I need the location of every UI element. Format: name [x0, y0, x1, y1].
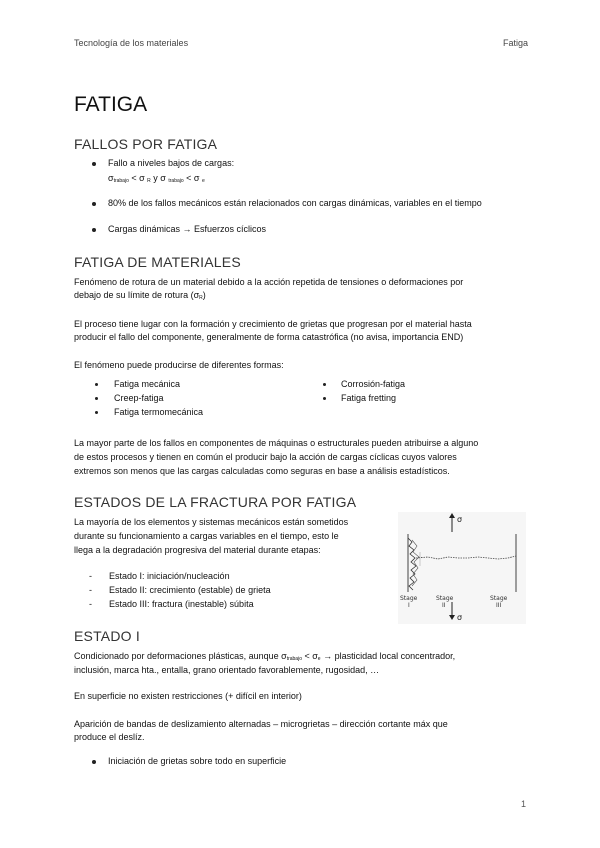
fatigue-stages-diagram — [398, 512, 526, 624]
paragraph-fenomeno-line1: Fenómeno de rotura de un material debido a la acción repetida de tensiones o deformaciones por — [74, 277, 464, 287]
bullet-iniciacion-grietas: Iniciación de grietas sobre todo en superficie — [108, 756, 287, 766]
bullet-fallo-cargas: Fallo a niveles bajos de cargas: — [108, 158, 235, 168]
paragraph-mayor-parte-line1: La mayor parte de los fallos en componentes de máquinas o estructurales pueden atribuirse a alguno — [74, 438, 479, 448]
paragraph-aparicion-line2: produce el deslíz. — [74, 732, 145, 742]
bullet-dot — [92, 760, 96, 764]
page-title: FATIGA — [74, 93, 148, 116]
paragraph-estados-line3: llega a la degradación progresiva del material durante etapas: — [74, 545, 321, 555]
paragraph-estados-line1: La mayoría de los elementos y sistemas mecánicos están sometidos — [74, 517, 349, 527]
bullet-80-percent: 80% de los fallos mecánicos están relacionados con cargas dinámicas, variables en el tiempo — [108, 198, 482, 208]
paragraph-formas: El fenómeno puede producirse de diferentes formas: — [74, 360, 284, 370]
paragraph-superficie: En superficie no existen restricciones (+ difícil en interior) — [74, 691, 302, 701]
paragraph-mayor-parte-line3: extremos son menos que las cargas calculadas como seguras en base a análisis estadísticos. — [74, 466, 450, 476]
paragraph-aparicion-line1: Aparición de bandas de deslizamiento alternadas – microgrietas – dirección cortante máx que — [74, 719, 448, 729]
form-fatiga-fretting: Fatiga fretting — [341, 393, 397, 403]
stage-dash: - — [89, 585, 92, 595]
sigma-bottom-label: σ — [457, 613, 463, 622]
stage2-label: Stage — [436, 595, 454, 602]
bullet-dot — [92, 202, 96, 206]
heading-estados-fractura: ESTADOS DE LA FRACTURA POR FATIGA — [74, 494, 357, 510]
stage1-numeral: I — [408, 602, 410, 609]
paragraph-proceso-line1: El proceso tiene lugar con la formación y crecimiento de grietas que progresan por el material hasta — [74, 319, 472, 329]
paragraph-estados-line2: durante su funcionamiento a cargas variables en el tiempo, esto le — [74, 531, 339, 541]
header-left: Tecnología de los materiales — [74, 38, 189, 48]
bullet-dot — [92, 162, 96, 166]
stage-dash: - — [89, 599, 92, 609]
fatigue-stages-figure — [398, 512, 526, 624]
heading-fallos-por-fatiga: FALLOS POR FATIGA — [74, 136, 218, 152]
form-creep-fatiga: Creep-fatiga — [114, 393, 164, 403]
heading-fatiga-de-materiales: FATIGA DE MATERIALES — [74, 254, 241, 270]
stage-item-2: Estado II: crecimiento (estable) de grieta — [109, 585, 271, 595]
stage2-numeral: II — [442, 602, 446, 609]
sigma-top-label: σ — [457, 515, 463, 524]
bullet-dot — [95, 397, 98, 400]
paragraph-condicionado-line1: Condicionado por deformaciones plásticas, aunque $\sigma_{trabajo} < \sigma_e$ → plasticidad local concentrador, — [74, 651, 456, 662]
bullet-dot — [323, 397, 326, 400]
stage3-numeral: III — [496, 602, 502, 609]
paragraph-proceso-line2: producir el fallo del componente, generalmente de forma catastrófica (no avisa, importancia END) — [74, 332, 464, 342]
bullet-cargas-dinamicas: Cargas dinámicas → Esfuerzos cíclicos — [108, 224, 267, 234]
stage3-label: Stage — [490, 595, 508, 602]
paragraph-mayor-parte-line2: de estos procesos y tienen en común el producir bajo la acción de cargas cíclicas cuyos valores — [74, 452, 457, 462]
page-number: 1 — [521, 799, 527, 809]
stage-item-1: Estado I: iniciación/nucleación — [109, 571, 230, 581]
paragraph-condicionado-line2: inclusión, marca hta., entalla, grano orientado favorablemente, rugosidad, … — [74, 665, 380, 675]
bullet-dot — [323, 383, 326, 386]
form-corrosion-fatiga: Corrosión-fatiga — [341, 379, 406, 389]
paragraph-fenomeno-line2: debajo de su límite de rotura $(\sigma_R)$ — [74, 290, 206, 301]
stage-dash: - — [89, 571, 92, 581]
heading-estado-i: ESTADO I — [74, 628, 140, 644]
bullet-dot — [95, 411, 98, 414]
header-right: Fatiga — [503, 38, 529, 48]
sigma-inequality: $\sigma_{trabajo} < \sigma$ $_R$ y σ $_{trabajo}$ < σ $_e$ — [108, 173, 205, 184]
form-fatiga-termomecanica: Fatiga termomecánica — [114, 407, 204, 417]
stage1-label: Stage — [400, 595, 418, 602]
form-fatiga-mecanica: Fatiga mecánica — [114, 379, 181, 389]
bullet-dot — [95, 383, 98, 386]
stage-item-3: Estado III: fractura (inestable) súbita — [109, 599, 254, 609]
bullet-dot — [92, 228, 96, 232]
